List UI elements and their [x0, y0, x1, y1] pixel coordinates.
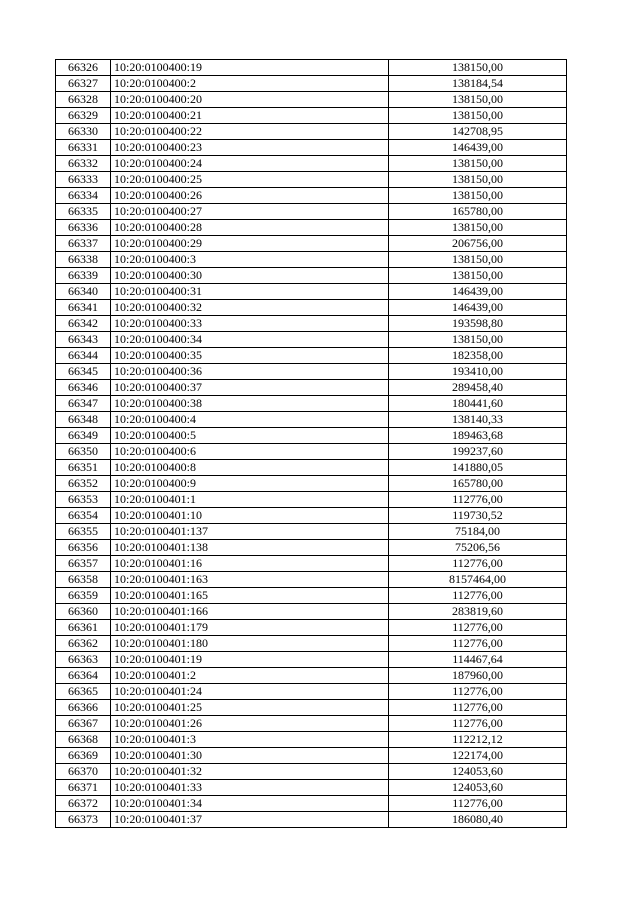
value-cell: 112776,00 — [389, 620, 567, 636]
value-cell: 112212,12 — [389, 732, 567, 748]
row-number-cell: 66362 — [56, 636, 111, 652]
row-number-cell: 66346 — [56, 380, 111, 396]
row-number-cell: 66371 — [56, 780, 111, 796]
row-number-cell: 66349 — [56, 428, 111, 444]
value-cell: 112776,00 — [389, 588, 567, 604]
value-cell: 289458,40 — [389, 380, 567, 396]
table-row — [56, 796, 567, 812]
row-number-cell: 66326 — [56, 60, 111, 76]
table-row — [56, 364, 567, 380]
cadastral-number-cell: 10:20:0100400:21 — [111, 108, 389, 124]
row-number-cell: 66354 — [56, 508, 111, 524]
table-row — [56, 764, 567, 780]
cadastral-number-cell: 10:20:0100401:37 — [111, 812, 389, 828]
table-row — [56, 60, 567, 76]
cadastral-number-cell: 10:20:0100400:30 — [111, 268, 389, 284]
cadastral-number-cell: 10:20:0100400:22 — [111, 124, 389, 140]
table-row — [56, 572, 567, 588]
value-cell: 112776,00 — [389, 716, 567, 732]
cadastral-number-cell: 10:20:0100401:24 — [111, 684, 389, 700]
table-row — [56, 156, 567, 172]
table-row — [56, 604, 567, 620]
value-cell: 138150,00 — [389, 92, 567, 108]
row-number-cell: 66367 — [56, 716, 111, 732]
value-cell: 75184,00 — [389, 524, 567, 540]
cadastral-number-cell: 10:20:0100400:25 — [111, 172, 389, 188]
row-number-cell: 66369 — [56, 748, 111, 764]
table-row — [56, 140, 567, 156]
value-cell: 182358,00 — [389, 348, 567, 364]
row-number-cell: 66338 — [56, 252, 111, 268]
row-number-cell: 66337 — [56, 236, 111, 252]
cadastral-number-cell: 10:20:0100400:6 — [111, 444, 389, 460]
cadastral-value-table — [55, 59, 567, 828]
row-number-cell: 66336 — [56, 220, 111, 236]
cadastral-number-cell: 10:20:0100401:33 — [111, 780, 389, 796]
row-number-cell: 66359 — [56, 588, 111, 604]
cadastral-number-cell: 10:20:0100401:25 — [111, 700, 389, 716]
row-number-cell: 66372 — [56, 796, 111, 812]
row-number-cell: 66334 — [56, 188, 111, 204]
value-cell: 112776,00 — [389, 684, 567, 700]
table-row — [56, 108, 567, 124]
value-cell: 193410,00 — [389, 364, 567, 380]
cadastral-number-cell: 10:20:0100401:19 — [111, 652, 389, 668]
value-cell: 138150,00 — [389, 188, 567, 204]
value-cell: 124053,60 — [389, 780, 567, 796]
row-number-cell: 66329 — [56, 108, 111, 124]
table-row — [56, 412, 567, 428]
value-cell: 193598,80 — [389, 316, 567, 332]
row-number-cell: 66368 — [56, 732, 111, 748]
table-row — [56, 620, 567, 636]
value-cell: 124053,60 — [389, 764, 567, 780]
row-number-cell: 66347 — [56, 396, 111, 412]
cadastral-number-cell: 10:20:0100400:36 — [111, 364, 389, 380]
row-number-cell: 66352 — [56, 476, 111, 492]
table-row — [56, 588, 567, 604]
table-row — [56, 716, 567, 732]
value-cell: 112776,00 — [389, 796, 567, 812]
table-row — [56, 732, 567, 748]
row-number-cell: 66327 — [56, 76, 111, 92]
cadastral-number-cell: 10:20:0100400:20 — [111, 92, 389, 108]
row-number-cell: 66328 — [56, 92, 111, 108]
table-row — [56, 284, 567, 300]
value-cell: 180441,60 — [389, 396, 567, 412]
table-row — [56, 348, 567, 364]
row-number-cell: 66340 — [56, 284, 111, 300]
row-number-cell: 66332 — [56, 156, 111, 172]
table-row — [56, 812, 567, 828]
value-cell: 138150,00 — [389, 156, 567, 172]
cadastral-number-cell: 10:20:0100401:137 — [111, 524, 389, 540]
cadastral-number-cell: 10:20:0100401:30 — [111, 748, 389, 764]
value-cell: 122174,00 — [389, 748, 567, 764]
table-row — [56, 332, 567, 348]
cadastral-number-cell: 10:20:0100400:28 — [111, 220, 389, 236]
cadastral-number-cell: 10:20:0100400:29 — [111, 236, 389, 252]
cadastral-number-cell: 10:20:0100400:5 — [111, 428, 389, 444]
table-row — [56, 316, 567, 332]
value-cell: 206756,00 — [389, 236, 567, 252]
row-number-cell: 66353 — [56, 492, 111, 508]
value-cell: 138150,00 — [389, 108, 567, 124]
cadastral-number-cell: 10:20:0100400:38 — [111, 396, 389, 412]
value-cell: 138150,00 — [389, 252, 567, 268]
value-cell: 165780,00 — [389, 476, 567, 492]
value-cell: 138150,00 — [389, 60, 567, 76]
table-row — [56, 700, 567, 716]
row-number-cell: 66330 — [56, 124, 111, 140]
cadastral-number-cell: 10:20:0100401:32 — [111, 764, 389, 780]
table-row — [56, 220, 567, 236]
row-number-cell: 66341 — [56, 300, 111, 316]
table-row — [56, 684, 567, 700]
row-number-cell: 66360 — [56, 604, 111, 620]
table-row — [56, 236, 567, 252]
value-cell: 199237,60 — [389, 444, 567, 460]
table-row — [56, 556, 567, 572]
cadastral-number-cell: 10:20:0100400:26 — [111, 188, 389, 204]
table-row — [56, 460, 567, 476]
cadastral-number-cell: 10:20:0100400:2 — [111, 76, 389, 92]
cadastral-number-cell: 10:20:0100400:33 — [111, 316, 389, 332]
cadastral-number-cell: 10:20:0100401:138 — [111, 540, 389, 556]
value-cell: 283819,60 — [389, 604, 567, 620]
cadastral-number-cell: 10:20:0100400:8 — [111, 460, 389, 476]
value-cell: 112776,00 — [389, 556, 567, 572]
table-row — [56, 652, 567, 668]
value-cell: 138150,00 — [389, 172, 567, 188]
row-number-cell: 66335 — [56, 204, 111, 220]
row-number-cell: 66356 — [56, 540, 111, 556]
value-cell: 138150,00 — [389, 332, 567, 348]
value-cell: 186080,40 — [389, 812, 567, 828]
row-number-cell: 66370 — [56, 764, 111, 780]
row-number-cell: 66364 — [56, 668, 111, 684]
row-number-cell: 66366 — [56, 700, 111, 716]
cadastral-number-cell: 10:20:0100401:26 — [111, 716, 389, 732]
cadastral-number-cell: 10:20:0100401:165 — [111, 588, 389, 604]
table-row — [56, 188, 567, 204]
value-cell: 189463,68 — [389, 428, 567, 444]
value-cell: 75206,56 — [389, 540, 567, 556]
value-cell: 112776,00 — [389, 492, 567, 508]
table-row — [56, 668, 567, 684]
value-cell: 114467,64 — [389, 652, 567, 668]
cadastral-number-cell: 10:20:0100401:166 — [111, 604, 389, 620]
value-cell: 112776,00 — [389, 636, 567, 652]
table-row — [56, 172, 567, 188]
row-number-cell: 66345 — [56, 364, 111, 380]
table-row — [56, 492, 567, 508]
value-cell: 138150,00 — [389, 268, 567, 284]
cadastral-number-cell: 10:20:0100400:34 — [111, 332, 389, 348]
cadastral-number-cell: 10:20:0100400:24 — [111, 156, 389, 172]
cadastral-number-cell: 10:20:0100400:31 — [111, 284, 389, 300]
value-cell: 146439,00 — [389, 140, 567, 156]
table-row — [56, 268, 567, 284]
cadastral-number-cell: 10:20:0100400:27 — [111, 204, 389, 220]
table-body — [56, 60, 567, 828]
table-row — [56, 476, 567, 492]
value-cell: 112776,00 — [389, 700, 567, 716]
row-number-cell: 66333 — [56, 172, 111, 188]
table-row — [56, 204, 567, 220]
row-number-cell: 66350 — [56, 444, 111, 460]
cadastral-number-cell: 10:20:0100400:37 — [111, 380, 389, 396]
cadastral-number-cell: 10:20:0100400:19 — [111, 60, 389, 76]
table-row — [56, 92, 567, 108]
value-cell: 138150,00 — [389, 220, 567, 236]
cadastral-number-cell: 10:20:0100400:23 — [111, 140, 389, 156]
row-number-cell: 66331 — [56, 140, 111, 156]
value-cell: 187960,00 — [389, 668, 567, 684]
row-number-cell: 66355 — [56, 524, 111, 540]
cadastral-number-cell: 10:20:0100401:34 — [111, 796, 389, 812]
value-cell: 165780,00 — [389, 204, 567, 220]
table-row — [56, 380, 567, 396]
value-cell: 8157464,00 — [389, 572, 567, 588]
cadastral-number-cell: 10:20:0100401:2 — [111, 668, 389, 684]
table-row — [56, 748, 567, 764]
cadastral-number-cell: 10:20:0100400:4 — [111, 412, 389, 428]
table-row — [56, 540, 567, 556]
table-row — [56, 444, 567, 460]
table-row — [56, 76, 567, 92]
cadastral-number-cell: 10:20:0100401:180 — [111, 636, 389, 652]
cadastral-number-cell: 10:20:0100401:179 — [111, 620, 389, 636]
table-row — [56, 252, 567, 268]
cadastral-number-cell: 10:20:0100401:10 — [111, 508, 389, 524]
value-cell: 119730,52 — [389, 508, 567, 524]
row-number-cell: 66357 — [56, 556, 111, 572]
table-row — [56, 396, 567, 412]
table-row — [56, 124, 567, 140]
table-row — [56, 524, 567, 540]
cadastral-number-cell: 10:20:0100400:9 — [111, 476, 389, 492]
value-cell: 146439,00 — [389, 300, 567, 316]
row-number-cell: 66358 — [56, 572, 111, 588]
row-number-cell: 66351 — [56, 460, 111, 476]
table-row — [56, 300, 567, 316]
cadastral-number-cell: 10:20:0100401:1 — [111, 492, 389, 508]
row-number-cell: 66342 — [56, 316, 111, 332]
cadastral-number-cell: 10:20:0100400:32 — [111, 300, 389, 316]
value-cell: 146439,00 — [389, 284, 567, 300]
row-number-cell: 66343 — [56, 332, 111, 348]
row-number-cell: 66363 — [56, 652, 111, 668]
cadastral-number-cell: 10:20:0100401:163 — [111, 572, 389, 588]
table-row — [56, 636, 567, 652]
cadastral-number-cell: 10:20:0100400:35 — [111, 348, 389, 364]
cadastral-number-cell: 10:20:0100401:16 — [111, 556, 389, 572]
table-row — [56, 508, 567, 524]
cadastral-number-cell: 10:20:0100400:3 — [111, 252, 389, 268]
value-cell: 138184,54 — [389, 76, 567, 92]
row-number-cell: 66373 — [56, 812, 111, 828]
row-number-cell: 66365 — [56, 684, 111, 700]
row-number-cell: 66361 — [56, 620, 111, 636]
cadastral-number-cell: 10:20:0100401:3 — [111, 732, 389, 748]
value-cell: 138140,33 — [389, 412, 567, 428]
row-number-cell: 66348 — [56, 412, 111, 428]
row-number-cell: 66339 — [56, 268, 111, 284]
value-cell: 141880,05 — [389, 460, 567, 476]
table-row — [56, 428, 567, 444]
table-row — [56, 780, 567, 796]
value-cell: 142708,95 — [389, 124, 567, 140]
row-number-cell: 66344 — [56, 348, 111, 364]
